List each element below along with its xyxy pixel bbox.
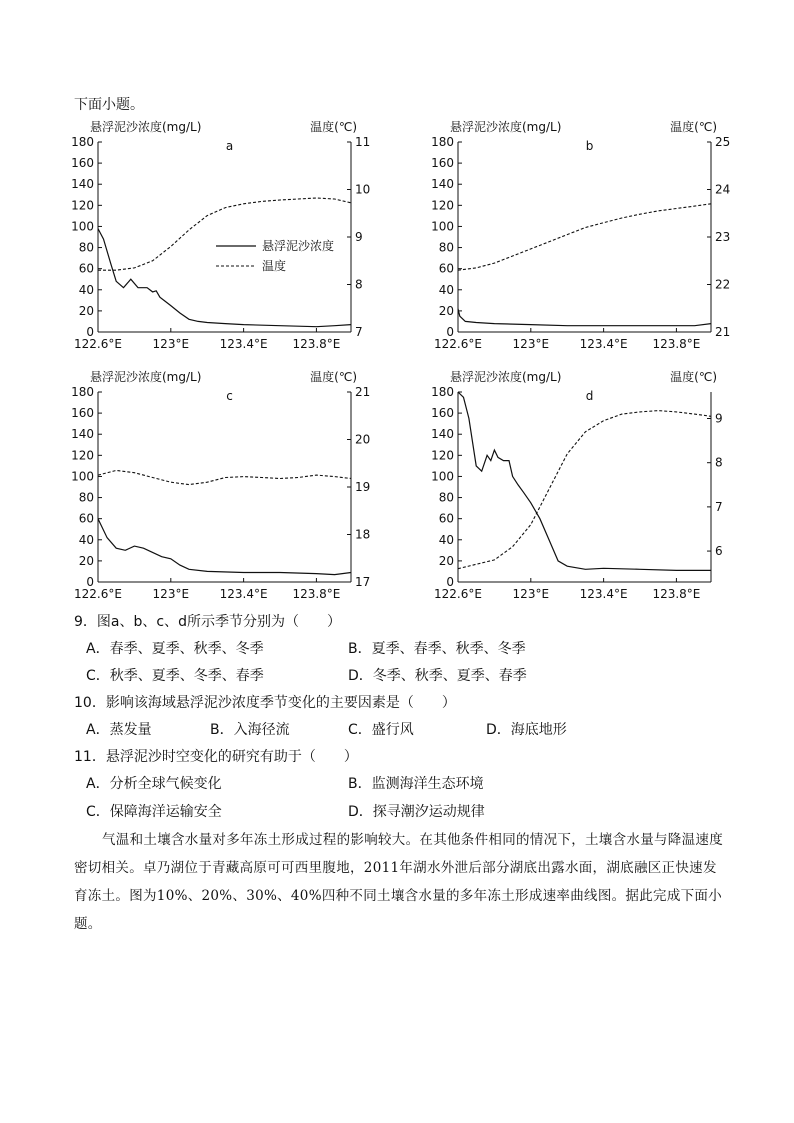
right-tick-label: 23 <box>715 230 731 244</box>
right-tick-label: 22 <box>715 277 731 292</box>
chart-c-svg <box>68 370 371 601</box>
question-10-option-d: D．海底地形 <box>486 722 567 738</box>
left-tick-label: 40 <box>438 532 454 547</box>
right-tick-label: 6 <box>715 544 723 559</box>
left-tick-label: 60 <box>78 261 94 276</box>
x-tick-label: 122.6°E <box>74 587 122 601</box>
left-tick-label: 120 <box>431 448 454 463</box>
panel-label: d <box>585 389 594 403</box>
left-tick-label: 80 <box>78 240 94 255</box>
left-axis-title: 悬浮泥沙浓度(mg/L) <box>90 120 202 134</box>
right-axis-title: 温度(℃) <box>670 120 717 134</box>
left-axis-title: 悬浮泥沙浓度(mg/L) <box>450 120 562 134</box>
chart-a-svg <box>68 120 371 351</box>
right-axis-title: 温度(℃) <box>670 370 717 384</box>
panel-label: c <box>226 389 233 403</box>
chart-b-svg <box>428 120 731 351</box>
x-tick-label: 123.8°E <box>652 337 701 351</box>
x-tick-label: 123.4°E <box>579 337 628 351</box>
left-tick-label: 80 <box>438 490 454 505</box>
question-9-option-b: B．夏季、春季、秋季、冬季 <box>348 641 526 657</box>
left-tick-label: 180 <box>431 135 454 149</box>
right-tick-label: 18 <box>355 527 371 542</box>
chart-a <box>68 120 371 351</box>
panel-label: a <box>225 139 234 153</box>
chart-d-svg <box>428 370 728 600</box>
right-axis-title: 温度(℃) <box>310 120 357 134</box>
right-tick-label: 9 <box>355 230 363 244</box>
left-tick-label: 0 <box>446 575 454 589</box>
left-tick-label: 0 <box>446 325 454 339</box>
left-tick-label: 0 <box>86 575 94 589</box>
right-tick-label: 10 <box>355 182 371 197</box>
question-9-stem: 9．图a、b、c、d所示季节分别为（ ） <box>74 614 341 630</box>
left-tick-label: 100 <box>71 469 94 484</box>
left-tick-label: 140 <box>431 427 454 442</box>
right-tick-label: 21 <box>355 385 371 399</box>
right-tick-label: 7 <box>355 325 363 339</box>
temperature-line <box>98 198 351 270</box>
right-tick-label: 8 <box>355 277 363 292</box>
left-tick-label: 20 <box>78 553 94 568</box>
left-tick-label: 20 <box>438 553 454 568</box>
sediment-concentration-line <box>458 309 711 326</box>
question-11-option-a: A．分析全球气候变化 <box>86 776 222 792</box>
left-tick-label: 160 <box>71 406 94 421</box>
left-tick-label: 60 <box>78 511 94 526</box>
left-tick-label: 40 <box>438 282 454 297</box>
left-tick-label: 0 <box>86 325 94 339</box>
left-tick-label: 20 <box>438 303 454 318</box>
question-10-option-a: A．蒸发量 <box>86 722 152 738</box>
question-9-option-d: D．冬季、秋季、夏季、春季 <box>348 668 527 684</box>
x-tick-label: 123.4°E <box>219 587 268 601</box>
left-axis-title: 悬浮泥沙浓度(mg/L) <box>450 370 562 384</box>
x-tick-label: 123.8°E <box>652 587 701 601</box>
right-tick-label: 25 <box>715 135 731 149</box>
question-11-option-b: B．监测海洋生态环境 <box>348 776 484 792</box>
left-tick-label: 120 <box>71 448 94 463</box>
right-tick-label: 24 <box>715 182 731 197</box>
left-tick-label: 120 <box>431 198 454 213</box>
temperature-line <box>458 411 711 569</box>
left-tick-label: 100 <box>431 219 454 234</box>
left-tick-label: 60 <box>438 511 454 526</box>
left-tick-label: 140 <box>431 177 454 192</box>
x-tick-label: 123.4°E <box>219 337 268 351</box>
x-tick-label: 122.6°E <box>74 337 122 351</box>
left-tick-label: 60 <box>438 261 454 276</box>
right-tick-label: 9 <box>715 411 723 426</box>
right-tick-label: 20 <box>355 432 371 447</box>
question-9-option-c: C．秋季、夏季、冬季、春季 <box>86 668 264 684</box>
x-tick-label: 122.6°E <box>434 337 482 351</box>
left-tick-label: 80 <box>78 490 94 505</box>
panel-label: b <box>585 139 594 153</box>
right-tick-label: 19 <box>355 480 371 494</box>
left-tick-label: 180 <box>431 385 454 399</box>
left-tick-label: 180 <box>71 135 94 149</box>
right-tick-label: 8 <box>715 455 723 470</box>
left-tick-label: 140 <box>71 177 94 192</box>
question-10-stem: 10．影响该海域悬浮泥沙浓度季节变化的主要因素是（ ） <box>74 695 456 711</box>
left-tick-label: 160 <box>431 406 454 421</box>
right-axis-title: 温度(℃) <box>310 370 357 384</box>
right-tick-label: 11 <box>355 135 371 149</box>
legend-solid-label: 悬浮泥沙浓度 <box>262 239 335 253</box>
chart-c <box>68 370 371 601</box>
sediment-concentration-line <box>458 392 711 570</box>
chart-d <box>428 370 728 600</box>
question-11-stem: 11．悬浮泥沙时空变化的研究有助于（ ） <box>74 749 358 765</box>
question-11-option-d: D．探寻潮汐运动规律 <box>348 804 485 820</box>
left-tick-label: 160 <box>431 156 454 171</box>
left-tick-label: 120 <box>71 198 94 213</box>
x-tick-label: 123°E <box>152 337 190 351</box>
left-tick-label: 20 <box>78 303 94 318</box>
legend-dashed-label: 温度 <box>262 259 287 273</box>
left-tick-label: 140 <box>71 427 94 442</box>
right-tick-label: 17 <box>355 575 371 589</box>
sediment-concentration-line <box>98 519 351 575</box>
temperature-line <box>458 204 711 270</box>
left-tick-label: 160 <box>71 156 94 171</box>
x-tick-label: 123°E <box>512 337 550 351</box>
question-10-option-c: C．盛行风 <box>348 722 414 738</box>
x-tick-label: 123.8°E <box>292 587 341 601</box>
right-tick-label: 21 <box>715 325 731 339</box>
x-tick-label: 123°E <box>512 587 550 601</box>
left-axis-title: 悬浮泥沙浓度(mg/L) <box>90 370 202 384</box>
right-tick-label: 7 <box>715 499 723 514</box>
chart-b <box>428 120 731 351</box>
x-tick-label: 123.4°E <box>579 587 628 601</box>
question-11-option-c: C．保障海洋运输安全 <box>86 804 222 820</box>
left-tick-label: 100 <box>71 219 94 234</box>
left-tick-label: 40 <box>78 282 94 297</box>
question-10-option-b: B．入海径流 <box>210 722 290 738</box>
left-tick-label: 100 <box>431 469 454 484</box>
left-tick-label: 180 <box>71 385 94 399</box>
left-tick-label: 80 <box>438 240 454 255</box>
intro-text: 下面小题。 <box>74 97 144 113</box>
left-tick-label: 40 <box>78 532 94 547</box>
passage-paragraph: 气温和土壤含水量对多年冻土形成过程的影响较大。在其他条件相同的情况下，土壤含水量与降温速度密切相关。卓乃湖位于青藏高原可可西里腹地，2011年湖水外泄后部分湖底出露水面，湖底融区正快速发育冻土。图为10%、20%、30%、40%四种不同土壤含水量的多年冻土形成速率曲线图。据此完成下面小题。 <box>74 832 723 932</box>
temperature-line <box>98 470 351 484</box>
question-9-option-a: A．春季、夏季、秋季、冬季 <box>86 641 264 657</box>
x-tick-label: 122.6°E <box>434 587 482 601</box>
x-tick-label: 123°E <box>152 587 190 601</box>
x-tick-label: 123.8°E <box>292 337 341 351</box>
